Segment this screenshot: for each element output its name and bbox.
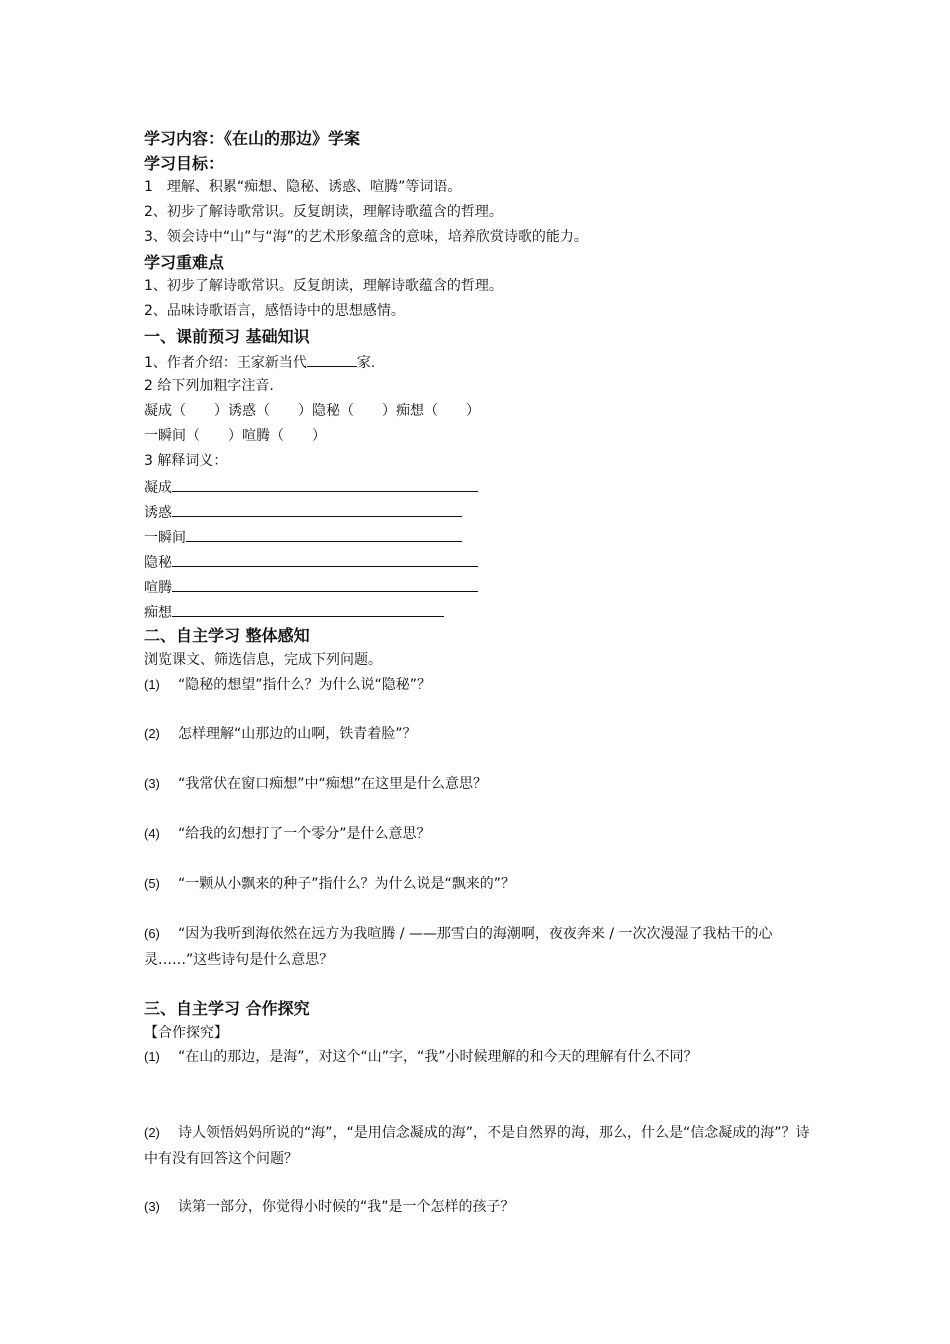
- define-blank[interactable]: [172, 551, 478, 567]
- pinyin-row-2: [144, 426, 326, 446]
- author-intro-text: 1、作者介绍：王家新当代: [144, 355, 307, 371]
- author-intro-line: [144, 351, 375, 373]
- question-item: [144, 1120, 812, 1172]
- question-item: [144, 921, 812, 973]
- define-blank[interactable]: [172, 576, 478, 592]
- question-number: (3): [144, 776, 160, 791]
- pinyin-word-ningcheng: 凝成（: [144, 403, 186, 419]
- define-word: 隐秘: [144, 555, 172, 571]
- question-text: “隐秘的想望”指什么？为什么说“隐秘”？: [178, 677, 432, 693]
- define-blank[interactable]: [172, 501, 462, 517]
- question-text: 诗人领悟妈妈所说的“海”，“是用信念凝成的海”，不是自然界的海，那么，什么是“信念凝成的海”？诗中有没有回答这个问题？: [144, 1125, 810, 1167]
- define-row: [144, 476, 478, 498]
- question-number: (1): [144, 1049, 160, 1064]
- pinyin-close: ）: [312, 428, 326, 444]
- question-text: “在山的那边，是海”，对这个“山”字，“我”小时候理解的和今天的理解有什么不同？: [178, 1049, 698, 1065]
- define-row: [144, 601, 444, 623]
- define-blank[interactable]: [186, 526, 462, 542]
- question-item: [144, 1197, 515, 1217]
- document-page: [144, 0, 812, 1344]
- keypoints-heading: 学习重难点: [144, 253, 225, 272]
- goals-heading: 学习目标：: [144, 154, 225, 173]
- question-number: (1): [144, 677, 160, 692]
- question-text: “因为我听到海依然在远方为我喧腾 / ——那雪白的海潮啊，夜夜奔来 / 一次次漫湿了我枯干的心灵……”这些诗句是什么意思？: [144, 926, 773, 968]
- define-blank[interactable]: [172, 476, 478, 492]
- define-word: 痴想: [144, 605, 172, 621]
- question-text: 怎样理解“山那边的山啊，铁青着脸”？: [178, 726, 417, 742]
- question-text: “给我的幻想打了一个零分”是什么意思？: [178, 826, 431, 842]
- pinyin-word-xuanteng: ）喧腾（: [228, 428, 284, 444]
- question-number: (5): [144, 876, 160, 891]
- question-item: [144, 675, 431, 695]
- define-word: 喧腾: [144, 580, 172, 596]
- page-title: 学习内容：《在山的那边》学案: [144, 129, 361, 148]
- goal-item-3: 3、领会诗中“山”与“海”的艺术形象蕴含的意味，培养欣赏诗歌的能力。: [144, 229, 588, 245]
- author-blank[interactable]: [307, 351, 357, 367]
- pinyin-close: ）: [466, 403, 480, 419]
- goal-item-2: 2、初步了解诗歌常识。反复朗读，理解诗歌蕴含的哲理。: [144, 204, 503, 220]
- section2-heading: 二、自主学习 整体感知: [144, 626, 310, 645]
- question-item: [144, 824, 431, 844]
- question-item: [144, 874, 515, 894]
- define-row: [144, 526, 462, 548]
- question-item: [144, 774, 487, 794]
- question-number: (2): [144, 726, 160, 741]
- define-word: 凝成: [144, 480, 172, 496]
- define-blank[interactable]: [172, 601, 444, 617]
- define-row: [144, 576, 478, 598]
- question-item: [144, 724, 417, 744]
- keypoint-item-1: 1、初步了解诗歌常识。反复朗读，理解诗歌蕴含的哲理。: [144, 278, 503, 294]
- question-text: “我常伏在窗口痴想”中“痴想”在这里是什么意思？: [178, 776, 488, 792]
- pinyin-word-yinmi: ）隐秘（: [298, 403, 354, 419]
- question-item: [144, 1044, 812, 1070]
- section3-subheading: 【合作探究】: [144, 1025, 228, 1041]
- define-row: [144, 501, 462, 523]
- author-intro-suffix: 家.: [356, 355, 376, 371]
- question-number: (3): [144, 1199, 160, 1214]
- pinyin-word-yishunjian: 一瞬间（: [144, 428, 200, 444]
- define-title: 3 解释词义：: [144, 453, 228, 469]
- section3-heading: 三、自主学习 合作探究: [144, 999, 310, 1018]
- section2-intro: 浏览课文、筛选信息，完成下列问题。: [144, 652, 382, 668]
- question-number: (2): [144, 1125, 160, 1140]
- question-text: “一颗从小飘来的种子”指什么？为什么说是“飘来的”？: [178, 876, 516, 892]
- section1-heading: 一、课前预习 基础知识: [144, 327, 310, 346]
- pinyin-word-youhuo: ）诱惑（: [214, 403, 270, 419]
- goal-item-1: 1 理解、积累“痴想、隐秘、诱惑、喧腾”等词语。: [144, 179, 462, 195]
- question-number: (6): [144, 926, 160, 941]
- define-word: 诱惑: [144, 505, 172, 521]
- define-row: [144, 551, 478, 573]
- keypoint-item-2: 2、品味诗歌语言，感悟诗中的思想感情。: [144, 303, 405, 319]
- question-number: (4): [144, 826, 160, 841]
- pinyin-row-1: [144, 401, 480, 421]
- define-word: 一瞬间: [144, 530, 186, 546]
- pinyin-title: 2 给下列加粗字注音.: [144, 378, 274, 394]
- question-text: 读第一部分，你觉得小时候的“我”是一个怎样的孩子？: [178, 1199, 515, 1215]
- pinyin-word-chixiang: ）痴想（: [382, 403, 438, 419]
